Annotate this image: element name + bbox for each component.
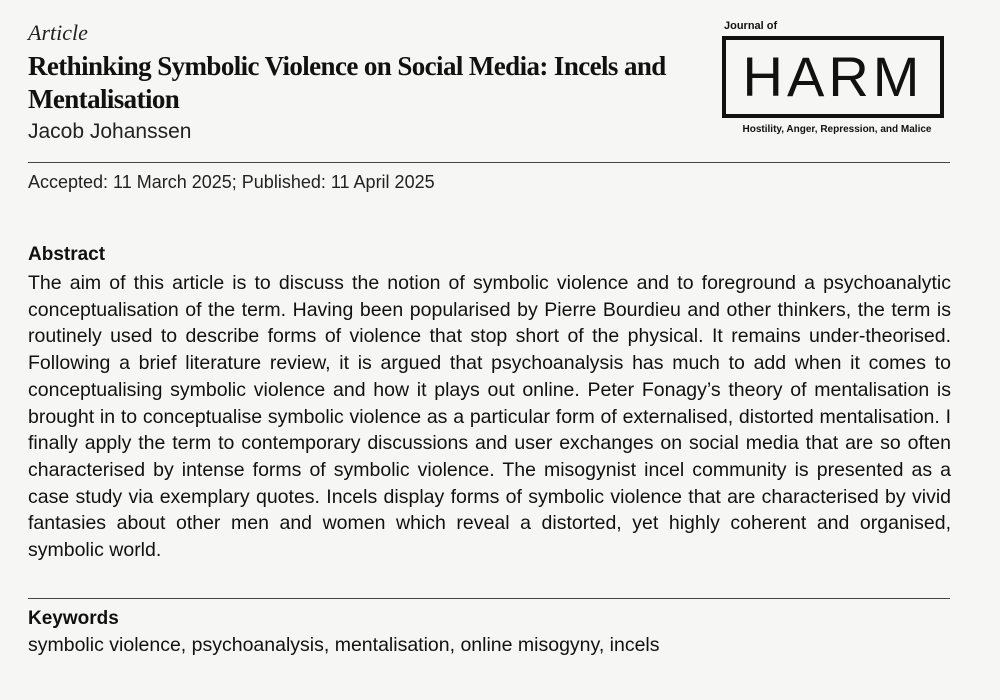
logo-tagline: Hostility, Anger, Repression, and Malice bbox=[742, 124, 932, 135]
article-type-label: Article bbox=[28, 20, 88, 45]
abstract-heading: Abstract bbox=[28, 244, 106, 265]
header-divider bbox=[28, 162, 950, 163]
logo-harm-text: HARM bbox=[742, 45, 924, 108]
journal-logo bbox=[722, 20, 952, 135]
keywords-divider bbox=[28, 598, 950, 599]
abstract-text: The aim of this article is to discuss the notion of symbolic violence and to foreground a psychoanalytic conceptualisation of the term. Having been popularised by Pierre Bourdieu and other thinkers, the term is routinely used to describe forms of violence that stop short of the physical. It remains under-theorised. Following a brief literature review, it is argued that psychoanalysis has much to add when it comes to conceptualising symbolic violence and how it plays out online. Peter Fonagy’s theory of mentalisation is brought in to conceptualise symbolic violence as a particular form of externalised, distorted mentalisation. I finally apply the term to contemporary discussions and user exchanges on social media that are so often characterised by intense forms of symbolic violence. The misogynist incel community is presented as a case study via exemplary quotes. Incels display forms of symbolic violence that are characterised by vivid fantasies about other men and women which reveal a distorted, yet highly coherent and organised, symbolic world. bbox=[28, 272, 951, 562]
logo-journal-of-text: Journal of bbox=[724, 20, 778, 32]
logo-box bbox=[722, 36, 944, 118]
keywords-heading: Keywords bbox=[28, 608, 119, 629]
article-title: Rethinking Symbolic Violence on Social Media: Incels and Mentalisation bbox=[28, 51, 666, 114]
publication-dates: Accepted: 11 March 2025; Published: 11 April 2025 bbox=[28, 172, 435, 192]
keywords-text: symbolic violence, psychoanalysis, mentalisation, online misogyny, incels bbox=[28, 634, 660, 656]
author-name: Jacob Johanssen bbox=[28, 120, 192, 143]
